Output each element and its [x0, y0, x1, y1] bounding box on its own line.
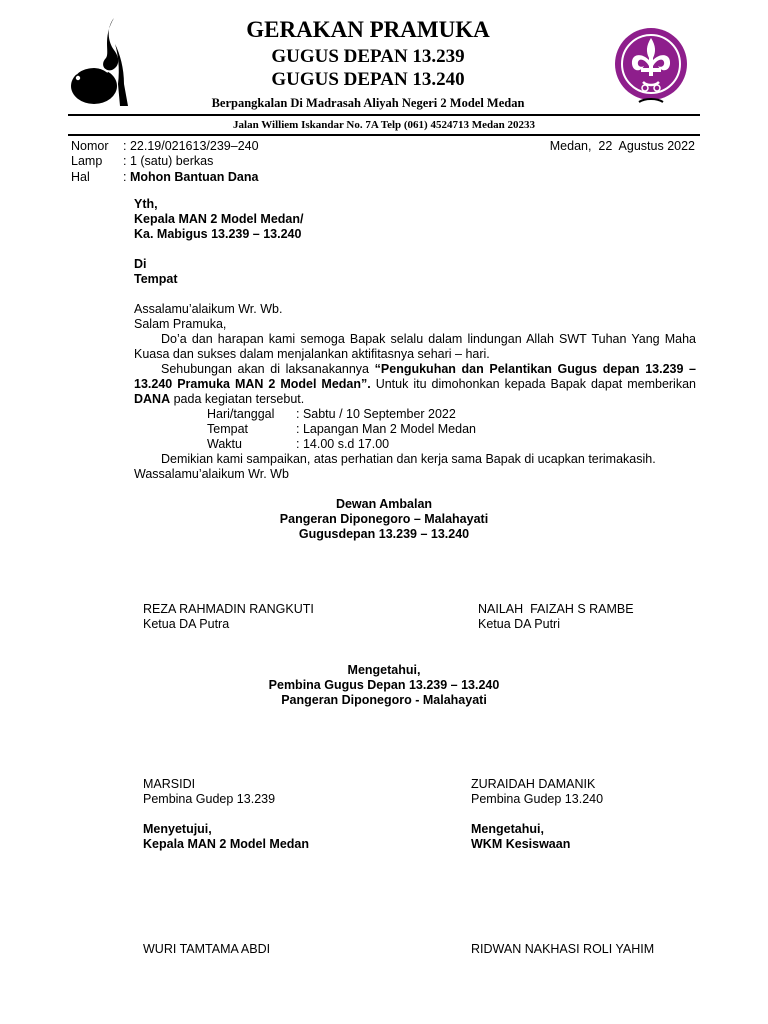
lamp-label: Lamp	[71, 154, 103, 168]
pembina-heading: Mengetahui,	[347, 663, 421, 677]
signer-putri-role: Ketua DA Putri	[478, 617, 560, 631]
hal-value	[123, 170, 258, 185]
paragraph-2-intro: Sehubungan akan di laksanakannya	[161, 362, 375, 376]
detail-place-label: Tempat	[207, 422, 248, 436]
detail-date-label: Hari/tanggal	[207, 407, 275, 421]
tunas-kelapa-icon	[68, 14, 130, 108]
dewan-title: Dewan Ambalan	[335, 497, 433, 511]
detail-time-value: : 14.00 s.d 17.00	[296, 437, 390, 451]
nomor-label: Nomor	[71, 139, 109, 153]
wkm-title: WKM Kesiswaan	[471, 837, 571, 851]
kepala-heading: Menyetujui,	[143, 822, 212, 836]
signer-putra-role: Ketua DA Putra	[143, 617, 230, 631]
detail-place-value: : Lapangan Man 2 Model Medan	[296, 422, 476, 436]
signer-wkm-name: RIDWAN NAKHASI ROLI YAHIM	[471, 942, 655, 956]
recipient-line-2: Kepala MAN 2 Model Medan/	[134, 212, 304, 226]
org-title: GERAKAN PRAMUKA	[246, 17, 490, 42]
signer-putra-name: REZA RAHMADIN RANGKUTI	[143, 602, 314, 616]
base-subtitle: Berpangkalan Di Madrasah Aliyah Negeri 2 Model Medan	[211, 96, 525, 110]
paragraph-2-end: pada kegiatan tersebut.	[170, 392, 305, 406]
recipient-di: Di	[134, 257, 147, 271]
wkm-heading: Mengetahui,	[471, 822, 544, 836]
event-name: “Pengukuhan dan Pelantikan Gugus depan 13.239 – 13.240 Pramuka MAN 2 Model Medan”.	[134, 362, 697, 391]
paragraph-2-request: Untuk itu dimohonkan kepada Bapak dapat memberikan	[370, 377, 696, 391]
signer-kepala-name: WURI TAMTAMA ABDI	[143, 942, 271, 956]
signer-pembina-1-name: MARSIDI	[143, 777, 196, 791]
greeting-2: Salam Pramuka,	[134, 317, 227, 331]
closing-salam: Wassalamu’alaikum Wr. Wb	[134, 467, 289, 481]
address-line: Jalan Williem Iskandar No. 7A Telp (061) 4524713 Medan 20233	[233, 119, 535, 131]
place-date: Medan, 22 Agustus 2022	[549, 139, 695, 153]
unit-2-title: GUGUS DEPAN 13.240	[271, 69, 465, 90]
dewan-subtitle: Pangeran Diponegoro – Malahayati	[279, 512, 489, 526]
detail-date-value: : Sabtu / 10 September 2022	[296, 407, 456, 421]
recipient-tempat: Tempat	[134, 272, 178, 286]
hal-label: Hal	[71, 170, 90, 184]
pembina-title: Pembina Gugus Depan 13.239 – 13.240	[268, 678, 500, 692]
dewan-gugus: Gugusdepan 13.239 – 13.240	[298, 527, 470, 541]
unit-1-title: GUGUS DEPAN 13.239	[271, 46, 465, 67]
signer-pembina-2-name: ZURAIDAH DAMANIK	[471, 777, 596, 791]
hal-subject: Mohon Bantuan Dana	[129, 170, 259, 184]
closing-paragraph: Demikian kami sampaikan, atas perhatian dan kerja sama Bapak di ucapkan terimakasih.	[161, 452, 656, 466]
paragraph-1: Do’a dan harapan kami semoga Bapak selalu dalam lindungan Allah SWT Tuhan Yang Maha Kuasa dan sukses dalam menjalankan aktifitasnya sehari – hari.	[134, 332, 696, 361]
pembina-subtitle: Pangeran Diponegoro - Malahayati	[281, 693, 487, 707]
recipient-yth: Yth,	[134, 197, 158, 211]
header-rule-bottom	[68, 134, 700, 136]
world-scout-emblem-icon	[613, 24, 689, 110]
signer-pembina-2-role: Pembina Gudep 13.240	[471, 792, 604, 806]
kepala-title: Kepala MAN 2 Model Medan	[143, 837, 309, 851]
recipient-line-3: Ka. Mabigus 13.239 – 13.240	[134, 227, 302, 241]
detail-time-label: Waktu	[207, 437, 242, 451]
hal-colon: :	[123, 170, 130, 184]
signer-putri-name: NAILAH FAIZAH S RAMBE	[478, 602, 634, 616]
nomor-value: : 22.19/021613/239–240	[123, 139, 259, 153]
header-rule-top	[68, 114, 700, 116]
paragraph-2	[134, 362, 696, 407]
lamp-value: : 1 (satu) berkas	[123, 154, 214, 168]
signer-pembina-1-role: Pembina Gudep 13.239	[143, 792, 276, 806]
greeting-1: Assalamu’alaikum Wr. Wb.	[134, 302, 283, 316]
dana-emphasis: DANA	[134, 392, 171, 406]
